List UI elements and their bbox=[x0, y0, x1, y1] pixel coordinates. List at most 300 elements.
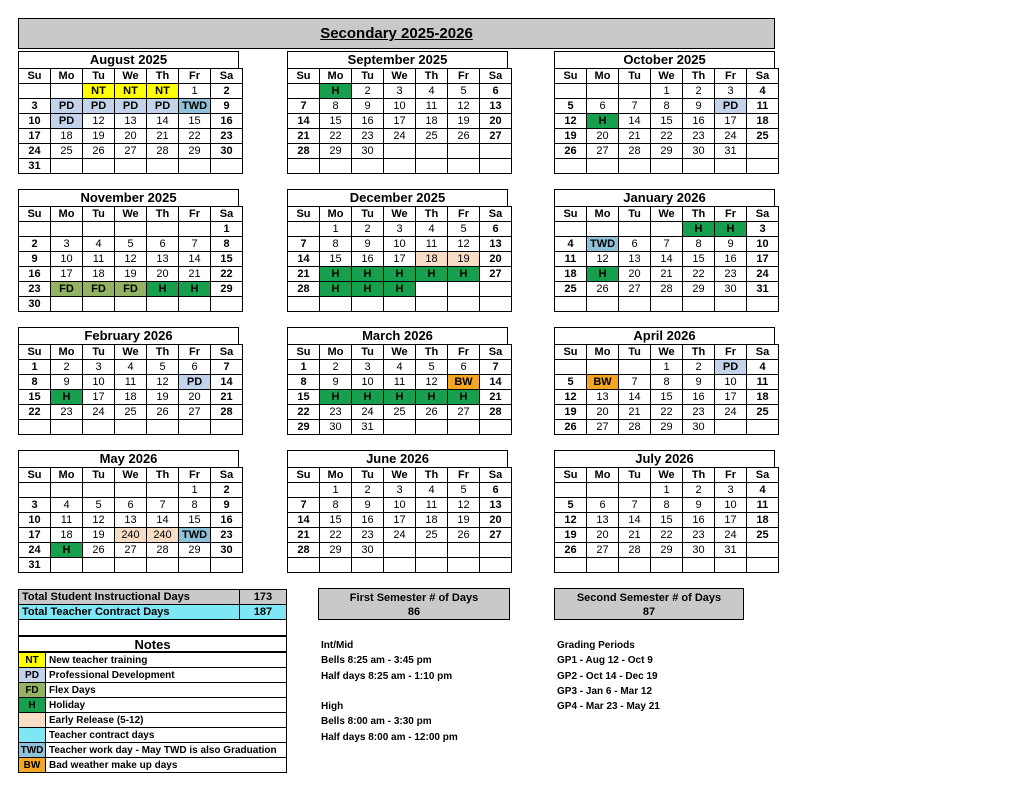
day-cell bbox=[320, 159, 352, 174]
day-cell bbox=[115, 297, 147, 312]
day-cell: 1 bbox=[19, 360, 51, 375]
day-cell: 1 bbox=[651, 84, 683, 99]
day-cell: 31 bbox=[715, 144, 747, 159]
day-cell: 19 bbox=[555, 528, 587, 543]
weekday-header bbox=[288, 69, 512, 84]
legend-swatch: H bbox=[19, 698, 46, 713]
day-cell: 22 bbox=[179, 129, 211, 144]
week-row bbox=[555, 114, 779, 129]
day-cell: 17 bbox=[19, 528, 51, 543]
day-cell: 17 bbox=[384, 114, 416, 129]
weekday-label: Sa bbox=[480, 345, 512, 360]
day-cell: 7 bbox=[619, 375, 651, 390]
day-cell: 20 bbox=[480, 513, 512, 528]
weekday-label: We bbox=[115, 207, 147, 222]
day-cell: H bbox=[51, 543, 83, 558]
month-table bbox=[287, 344, 512, 435]
day-cell: 10 bbox=[51, 252, 83, 267]
day-cell bbox=[352, 159, 384, 174]
student-days-label: Total Student Instructional Days bbox=[19, 590, 240, 605]
day-cell: 9 bbox=[320, 375, 352, 390]
week-row bbox=[288, 159, 512, 174]
day-cell: 3 bbox=[19, 498, 51, 513]
day-cell: 15 bbox=[320, 252, 352, 267]
month-table bbox=[287, 467, 512, 573]
day-cell: H bbox=[320, 84, 352, 99]
day-cell: 30 bbox=[19, 297, 51, 312]
day-cell: 4 bbox=[83, 237, 115, 252]
day-cell: 7 bbox=[211, 360, 243, 375]
day-cell: 14 bbox=[288, 114, 320, 129]
day-cell: 21 bbox=[619, 129, 651, 144]
day-cell: 15 bbox=[179, 513, 211, 528]
day-cell: 11 bbox=[555, 252, 587, 267]
day-cell: 26 bbox=[448, 528, 480, 543]
week-row bbox=[555, 237, 779, 252]
notes-list bbox=[18, 652, 287, 773]
weekday-header bbox=[555, 207, 779, 222]
legend-label: Early Release (5-12) bbox=[46, 713, 287, 728]
day-cell bbox=[147, 483, 179, 498]
day-cell bbox=[715, 558, 747, 573]
teacher-days-label: Total Teacher Contract Days bbox=[19, 605, 240, 620]
day-cell: 24 bbox=[19, 144, 51, 159]
month-table bbox=[18, 206, 243, 312]
day-cell bbox=[747, 543, 779, 558]
day-cell: 27 bbox=[115, 144, 147, 159]
day-cell bbox=[288, 558, 320, 573]
day-cell: 21 bbox=[288, 528, 320, 543]
legend-item bbox=[19, 698, 287, 713]
legend-item bbox=[19, 653, 287, 668]
weekday-label: We bbox=[384, 468, 416, 483]
day-cell: 2 bbox=[683, 84, 715, 99]
day-cell: 25 bbox=[115, 405, 147, 420]
day-cell: H bbox=[384, 282, 416, 297]
day-cell bbox=[147, 222, 179, 237]
weekday-label: Fr bbox=[448, 345, 480, 360]
day-cell: 19 bbox=[448, 114, 480, 129]
day-cell: 6 bbox=[480, 483, 512, 498]
day-cell: 11 bbox=[416, 237, 448, 252]
weekday-label: Su bbox=[19, 345, 51, 360]
day-cell: NT bbox=[115, 84, 147, 99]
weekday-label: Fr bbox=[179, 207, 211, 222]
weekday-label: Th bbox=[147, 468, 179, 483]
day-cell: 25 bbox=[555, 282, 587, 297]
day-cell: PD bbox=[115, 99, 147, 114]
day-cell bbox=[651, 222, 683, 237]
day-cell: 11 bbox=[416, 99, 448, 114]
weekday-header bbox=[19, 345, 243, 360]
day-cell: 20 bbox=[480, 114, 512, 129]
day-cell: 22 bbox=[320, 528, 352, 543]
day-cell: 12 bbox=[448, 99, 480, 114]
day-cell: 15 bbox=[179, 114, 211, 129]
month-name: January 2026 bbox=[554, 189, 775, 206]
weekday-header bbox=[19, 207, 243, 222]
day-cell: 29 bbox=[288, 420, 320, 435]
day-cell: 6 bbox=[619, 237, 651, 252]
day-cell: 31 bbox=[352, 420, 384, 435]
day-cell: 25 bbox=[384, 405, 416, 420]
week-row bbox=[288, 390, 512, 405]
weekday-label: Tu bbox=[619, 468, 651, 483]
day-cell: 30 bbox=[211, 543, 243, 558]
day-cell: PD bbox=[83, 99, 115, 114]
day-cell: 24 bbox=[352, 405, 384, 420]
day-cell: 20 bbox=[480, 252, 512, 267]
weekday-label: Su bbox=[555, 345, 587, 360]
month-november-2025 bbox=[18, 189, 239, 312]
weekday-header bbox=[19, 468, 243, 483]
day-cell bbox=[555, 360, 587, 375]
day-cell: 21 bbox=[288, 129, 320, 144]
week-row bbox=[288, 498, 512, 513]
day-cell: 29 bbox=[320, 144, 352, 159]
day-cell: 22 bbox=[320, 129, 352, 144]
week-row bbox=[555, 543, 779, 558]
day-cell: 27 bbox=[480, 267, 512, 282]
day-cell: 15 bbox=[320, 513, 352, 528]
day-cell: 30 bbox=[715, 282, 747, 297]
day-cell bbox=[683, 297, 715, 312]
day-cell: 3 bbox=[83, 360, 115, 375]
day-cell bbox=[555, 159, 587, 174]
day-cell bbox=[555, 222, 587, 237]
day-cell bbox=[587, 222, 619, 237]
day-cell: 1 bbox=[651, 483, 683, 498]
day-cell bbox=[384, 297, 416, 312]
weekday-label: Th bbox=[683, 468, 715, 483]
day-cell: 18 bbox=[747, 114, 779, 129]
day-cell: 29 bbox=[651, 420, 683, 435]
weekday-label: Th bbox=[416, 468, 448, 483]
day-cell: 16 bbox=[352, 114, 384, 129]
day-cell: 19 bbox=[555, 129, 587, 144]
weekday-label: Mo bbox=[587, 69, 619, 84]
day-cell bbox=[19, 84, 51, 99]
day-cell: 9 bbox=[683, 375, 715, 390]
day-cell bbox=[448, 420, 480, 435]
day-cell bbox=[715, 420, 747, 435]
day-cell: 17 bbox=[384, 513, 416, 528]
week-row bbox=[19, 513, 243, 528]
day-cell: 25 bbox=[51, 144, 83, 159]
day-cell: 18 bbox=[51, 528, 83, 543]
month-march-2026 bbox=[287, 327, 508, 435]
weekday-label: Fr bbox=[715, 69, 747, 84]
weekday-label: Sa bbox=[211, 468, 243, 483]
day-cell bbox=[587, 558, 619, 573]
day-cell bbox=[587, 360, 619, 375]
weekday-label: We bbox=[115, 69, 147, 84]
week-row bbox=[555, 420, 779, 435]
day-cell: 2 bbox=[683, 360, 715, 375]
grading-periods bbox=[557, 638, 660, 714]
weekday-label: Tu bbox=[83, 345, 115, 360]
day-cell: 5 bbox=[555, 498, 587, 513]
day-cell bbox=[587, 483, 619, 498]
spacer bbox=[321, 684, 458, 699]
weekday-label: Fr bbox=[448, 69, 480, 84]
day-cell: 2 bbox=[320, 360, 352, 375]
day-cell bbox=[51, 483, 83, 498]
day-cell: H bbox=[147, 282, 179, 297]
day-cell: 29 bbox=[651, 543, 683, 558]
day-cell: 3 bbox=[19, 99, 51, 114]
day-cell: 16 bbox=[19, 267, 51, 282]
day-cell: 17 bbox=[19, 129, 51, 144]
day-cell: 5 bbox=[555, 375, 587, 390]
day-cell: BW bbox=[587, 375, 619, 390]
day-cell bbox=[147, 420, 179, 435]
week-row bbox=[288, 513, 512, 528]
day-cell bbox=[480, 144, 512, 159]
day-cell: 16 bbox=[715, 252, 747, 267]
month-september-2025 bbox=[287, 51, 508, 174]
week-row bbox=[19, 144, 243, 159]
day-cell: 23 bbox=[352, 129, 384, 144]
week-row bbox=[19, 375, 243, 390]
day-cell: 10 bbox=[352, 375, 384, 390]
day-cell: 5 bbox=[83, 498, 115, 513]
month-name: September 2025 bbox=[287, 51, 508, 68]
day-cell bbox=[683, 558, 715, 573]
day-cell: 3 bbox=[715, 84, 747, 99]
weekday-label: Tu bbox=[83, 207, 115, 222]
day-cell: 11 bbox=[747, 498, 779, 513]
day-cell bbox=[555, 483, 587, 498]
day-cell bbox=[480, 543, 512, 558]
day-cell: 2 bbox=[19, 237, 51, 252]
day-cell: TWD bbox=[587, 237, 619, 252]
weekday-label: We bbox=[651, 69, 683, 84]
day-cell bbox=[51, 420, 83, 435]
week-row bbox=[288, 267, 512, 282]
weekday-label: Mo bbox=[320, 69, 352, 84]
second-semester-box bbox=[554, 588, 744, 620]
day-cell: H bbox=[320, 282, 352, 297]
day-cell: 20 bbox=[587, 405, 619, 420]
day-cell bbox=[51, 558, 83, 573]
day-cell: 2 bbox=[683, 483, 715, 498]
day-cell bbox=[179, 420, 211, 435]
day-cell: 1 bbox=[179, 483, 211, 498]
day-cell: 6 bbox=[480, 222, 512, 237]
day-cell: FD bbox=[83, 282, 115, 297]
day-cell: 14 bbox=[179, 252, 211, 267]
day-cell: 26 bbox=[147, 405, 179, 420]
day-cell: 4 bbox=[51, 498, 83, 513]
teacher-days-value: 187 bbox=[240, 605, 287, 620]
day-cell: 24 bbox=[715, 129, 747, 144]
week-row bbox=[555, 222, 779, 237]
day-cell bbox=[320, 297, 352, 312]
day-cell: 8 bbox=[211, 237, 243, 252]
day-cell: 12 bbox=[448, 237, 480, 252]
week-row bbox=[19, 390, 243, 405]
day-cell: 30 bbox=[683, 543, 715, 558]
weekday-label: Fr bbox=[715, 468, 747, 483]
legend-swatch: FD bbox=[19, 683, 46, 698]
month-april-2026 bbox=[554, 327, 775, 435]
weekday-label: We bbox=[384, 207, 416, 222]
day-cell: 11 bbox=[115, 375, 147, 390]
weekday-label: Mo bbox=[587, 345, 619, 360]
day-cell: 2 bbox=[211, 483, 243, 498]
day-cell: 240 bbox=[115, 528, 147, 543]
weekday-label: Fr bbox=[715, 207, 747, 222]
day-cell: 22 bbox=[211, 267, 243, 282]
legend-swatch: NT bbox=[19, 653, 46, 668]
day-cell: 14 bbox=[651, 252, 683, 267]
weekday-label: Sa bbox=[480, 69, 512, 84]
legend-item bbox=[19, 758, 287, 773]
day-cell: 24 bbox=[83, 405, 115, 420]
day-cell bbox=[352, 558, 384, 573]
day-cell: 24 bbox=[384, 528, 416, 543]
weekday-label: Sa bbox=[211, 345, 243, 360]
weekday-label: We bbox=[651, 207, 683, 222]
day-cell: 31 bbox=[19, 558, 51, 573]
week-row bbox=[19, 159, 243, 174]
day-cell: H bbox=[587, 114, 619, 129]
day-cell: 6 bbox=[115, 498, 147, 513]
day-cell bbox=[555, 558, 587, 573]
day-cell: NT bbox=[83, 84, 115, 99]
day-cell: 240 bbox=[147, 528, 179, 543]
day-cell bbox=[555, 84, 587, 99]
week-row bbox=[555, 483, 779, 498]
weekday-label: Sa bbox=[211, 207, 243, 222]
day-cell: 23 bbox=[51, 405, 83, 420]
week-row bbox=[555, 558, 779, 573]
weekday-label: We bbox=[384, 345, 416, 360]
day-cell: 14 bbox=[619, 114, 651, 129]
day-cell: 12 bbox=[555, 390, 587, 405]
student-days-row bbox=[19, 590, 287, 605]
student-days-value: 173 bbox=[240, 590, 287, 605]
weekday-label: Th bbox=[147, 207, 179, 222]
day-cell: 22 bbox=[683, 267, 715, 282]
day-cell bbox=[51, 222, 83, 237]
weekday-label: We bbox=[651, 345, 683, 360]
day-cell bbox=[587, 297, 619, 312]
week-row bbox=[555, 252, 779, 267]
day-cell: 16 bbox=[211, 114, 243, 129]
day-cell: 7 bbox=[619, 99, 651, 114]
day-cell: 27 bbox=[448, 405, 480, 420]
day-cell bbox=[448, 543, 480, 558]
month-name: May 2026 bbox=[18, 450, 239, 467]
day-cell: 26 bbox=[555, 144, 587, 159]
day-cell: 26 bbox=[83, 543, 115, 558]
month-august-2025 bbox=[18, 51, 239, 174]
day-cell: 29 bbox=[320, 543, 352, 558]
day-cell bbox=[715, 297, 747, 312]
day-cell: 6 bbox=[587, 498, 619, 513]
week-row bbox=[555, 498, 779, 513]
day-cell: 17 bbox=[384, 252, 416, 267]
week-row bbox=[555, 405, 779, 420]
month-name: March 2026 bbox=[287, 327, 508, 344]
day-cell bbox=[211, 159, 243, 174]
day-cell: 26 bbox=[555, 420, 587, 435]
day-cell: 8 bbox=[651, 375, 683, 390]
day-cell: 5 bbox=[147, 360, 179, 375]
day-cell: 19 bbox=[147, 390, 179, 405]
day-cell bbox=[288, 222, 320, 237]
day-cell: TWD bbox=[179, 99, 211, 114]
day-cell bbox=[384, 420, 416, 435]
day-cell: 5 bbox=[416, 360, 448, 375]
day-cell: 15 bbox=[651, 513, 683, 528]
day-cell: FD bbox=[115, 282, 147, 297]
day-cell: 17 bbox=[715, 513, 747, 528]
day-cell bbox=[619, 159, 651, 174]
day-cell: 23 bbox=[19, 282, 51, 297]
day-cell: 20 bbox=[147, 267, 179, 282]
day-cell: 8 bbox=[19, 375, 51, 390]
day-cell: 14 bbox=[480, 375, 512, 390]
weekday-label: Su bbox=[288, 69, 320, 84]
day-cell: 30 bbox=[352, 144, 384, 159]
day-cell: 9 bbox=[352, 498, 384, 513]
day-cell bbox=[416, 159, 448, 174]
day-cell bbox=[83, 483, 115, 498]
day-cell bbox=[211, 558, 243, 573]
day-cell: 20 bbox=[179, 390, 211, 405]
weekday-header bbox=[555, 69, 779, 84]
day-cell: H bbox=[715, 222, 747, 237]
day-cell: 3 bbox=[352, 360, 384, 375]
day-cell: 5 bbox=[115, 237, 147, 252]
day-cell: 31 bbox=[747, 282, 779, 297]
day-cell: 13 bbox=[587, 390, 619, 405]
week-row bbox=[288, 543, 512, 558]
day-cell bbox=[619, 360, 651, 375]
day-cell: 17 bbox=[715, 114, 747, 129]
day-cell: H bbox=[179, 282, 211, 297]
month-table bbox=[18, 344, 243, 435]
day-cell bbox=[416, 297, 448, 312]
week-row bbox=[288, 420, 512, 435]
day-cell: H bbox=[587, 267, 619, 282]
week-row bbox=[19, 483, 243, 498]
month-name: April 2026 bbox=[554, 327, 775, 344]
totals-table bbox=[18, 589, 287, 636]
day-cell: 20 bbox=[587, 129, 619, 144]
day-cell: 5 bbox=[448, 483, 480, 498]
month-may-2026 bbox=[18, 450, 239, 573]
day-cell: 14 bbox=[147, 513, 179, 528]
week-row bbox=[288, 282, 512, 297]
day-cell bbox=[19, 222, 51, 237]
day-cell: 21 bbox=[480, 390, 512, 405]
day-cell bbox=[19, 420, 51, 435]
day-cell bbox=[384, 159, 416, 174]
week-row bbox=[555, 84, 779, 99]
day-cell: 21 bbox=[651, 267, 683, 282]
day-cell: 23 bbox=[683, 528, 715, 543]
weekday-label: Tu bbox=[83, 468, 115, 483]
day-cell: 27 bbox=[619, 282, 651, 297]
day-cell: 12 bbox=[115, 252, 147, 267]
day-cell: 17 bbox=[83, 390, 115, 405]
day-cell: 20 bbox=[115, 129, 147, 144]
week-row bbox=[555, 159, 779, 174]
